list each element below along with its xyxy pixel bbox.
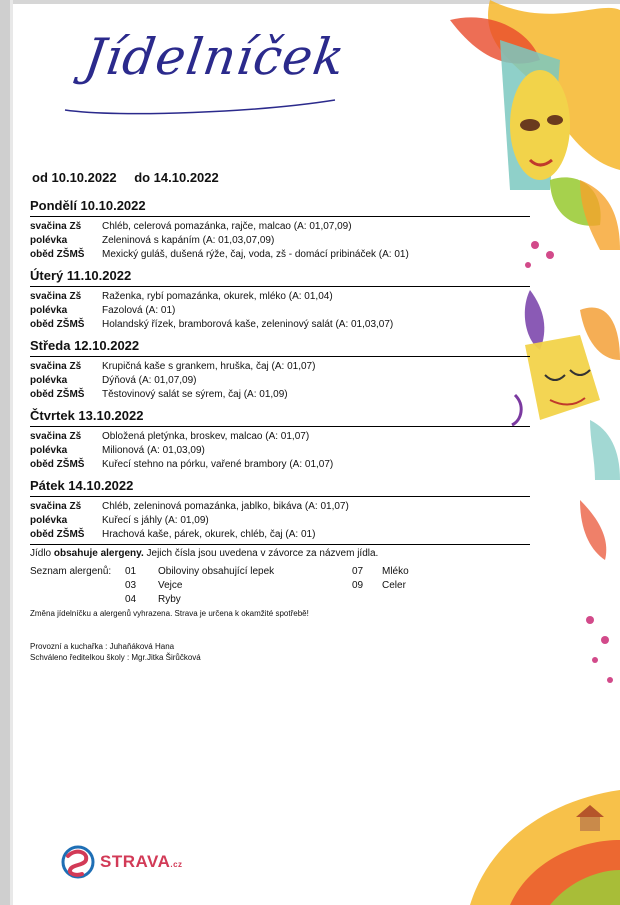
menu-row xyxy=(30,501,349,512)
meal-desc: Dýňová (A: 01,07,09) xyxy=(102,375,197,386)
day-divider xyxy=(30,496,530,497)
meal-desc: Hrachová kaše, párek, okurek, chléb, čaj (A: 01) xyxy=(102,529,316,540)
date-to: do 14.10.2022 xyxy=(134,170,219,185)
allergen-code: 04 xyxy=(125,594,137,605)
allergen-list-label: Seznam alergenů: xyxy=(30,566,112,577)
menu-row xyxy=(30,221,352,232)
logo-wordmark xyxy=(100,852,183,872)
meal-type: polévka xyxy=(30,375,68,386)
meal-type: polévka xyxy=(30,515,68,526)
allergen-name: Vejce xyxy=(158,580,183,591)
allergen-note-b: obsahuje alergeny. xyxy=(53,548,144,559)
menu-row xyxy=(30,389,288,400)
allergen-note-a: Jídlo xyxy=(30,548,54,559)
allergen-name: Celer xyxy=(382,580,406,591)
date-range xyxy=(32,170,233,185)
allergen-code: 07 xyxy=(352,566,364,577)
meal-type: svačina Zš xyxy=(30,431,82,442)
allergen-name: Ryby xyxy=(158,594,181,605)
page-title: Jídelníček xyxy=(80,28,349,86)
day-heading: Čtvrtek 13.10.2022 xyxy=(30,408,144,423)
menu-row xyxy=(30,305,175,316)
meal-desc: Mexický guláš, dušená rýže, čaj, voda, zš - domácí pribináček (A: 01) xyxy=(102,249,409,260)
meal-desc: Chléb, celerová pomazánka, rajče, malcao (A: 01,07,09) xyxy=(102,221,352,232)
page-left-edge xyxy=(0,0,10,905)
day-heading: Pátek 14.10.2022 xyxy=(30,478,134,493)
logo-suffix: .cz xyxy=(170,860,183,869)
meal-desc: Kuřecí stehno na pórku, vařené brambory (A: 01,07) xyxy=(102,459,334,470)
meal-type: polévka xyxy=(30,445,68,456)
meal-type: oběd ZŠMŠ xyxy=(30,529,85,540)
menu-row xyxy=(30,529,315,540)
meal-type: polévka xyxy=(30,235,68,246)
meal-type: polévka xyxy=(30,305,68,316)
day-divider xyxy=(30,426,530,427)
day-divider xyxy=(30,216,530,217)
meal-type: oběd ZŠMŠ xyxy=(30,459,85,470)
meal-type: svačina Zš xyxy=(30,291,82,302)
meal-type: svačina Zš xyxy=(30,221,82,232)
logo-name: STRAVA xyxy=(100,852,171,871)
menu-row xyxy=(30,235,274,246)
allergen-note-c: Jejich čísla jsou uvedena v závorce za názvem jídla. xyxy=(143,548,379,559)
meal-desc: Fazolová (A: 01) xyxy=(102,305,176,316)
meal-type: svačina Zš xyxy=(30,501,82,512)
menu-row xyxy=(30,249,409,260)
day-divider xyxy=(30,286,530,287)
day-heading: Úterý 11.10.2022 xyxy=(30,268,132,283)
menu-row xyxy=(30,291,333,302)
disclaimer: Změna jídelníčku a alergenů vyhrazena. Strava je určena k okamžité spotřebě! xyxy=(30,609,309,618)
footer-cook: Provozní a kuchařka : Juhaňáková Hana xyxy=(30,642,175,651)
allergen-note xyxy=(30,548,378,559)
menu-row xyxy=(30,431,309,442)
page-left-edge-inner xyxy=(10,0,13,905)
allergen-divider xyxy=(30,544,530,545)
decorative-artwork xyxy=(430,0,620,905)
menu-row xyxy=(30,515,209,526)
allergen-code: 01 xyxy=(125,566,137,577)
meal-desc: Holandský řízek, bramborová kaše, zeleninový salát (A: 01,03,07) xyxy=(102,319,394,330)
day-heading: Středa 12.10.2022 xyxy=(30,338,140,353)
footer-approval: Schváleno ředitelkou školy : Mgr.Jitka Širůčková xyxy=(30,653,201,662)
allergen-name: Mléko xyxy=(382,566,409,577)
meal-type: svačina Zš xyxy=(30,361,82,372)
meal-desc: Zeleninová s kapáním (A: 01,03,07,09) xyxy=(102,235,275,246)
meal-type: oběd ZŠMŠ xyxy=(30,319,85,330)
allergen-name: Obiloviny obsahující lepek xyxy=(158,566,275,577)
allergen-code: 03 xyxy=(125,580,137,591)
menu-row xyxy=(30,361,315,372)
meal-desc: Krupičná kaše s grankem, hruška, čaj (A: 01,07) xyxy=(102,361,316,372)
menu-row xyxy=(30,319,393,330)
allergen-code: 09 xyxy=(352,580,364,591)
meal-type: oběd ZŠMŠ xyxy=(30,249,85,260)
menu-row xyxy=(30,445,205,456)
meal-desc: Chléb, zeleninová pomazánka, jablko, bikáva (A: 01,07) xyxy=(102,501,349,512)
meal-type: oběd ZŠMŠ xyxy=(30,389,85,400)
meal-desc: Raženka, rybí pomazánka, okurek, mléko (A: 01,04) xyxy=(102,291,333,302)
day-heading: Pondělí 10.10.2022 xyxy=(30,198,146,213)
meal-desc: Těstovinový salát se sýrem, čaj (A: 01,09) xyxy=(102,389,288,400)
menu-row xyxy=(30,375,197,386)
meal-desc: Kuřecí s jáhly (A: 01,09) xyxy=(102,515,209,526)
meal-desc: Milionová (A: 01,03,09) xyxy=(102,445,205,456)
meal-desc: Obložená pletýnka, broskev, malcao (A: 01,07) xyxy=(102,431,310,442)
day-divider xyxy=(30,356,530,357)
menu-row xyxy=(30,459,333,470)
date-from: od 10.10.2022 xyxy=(32,170,117,185)
